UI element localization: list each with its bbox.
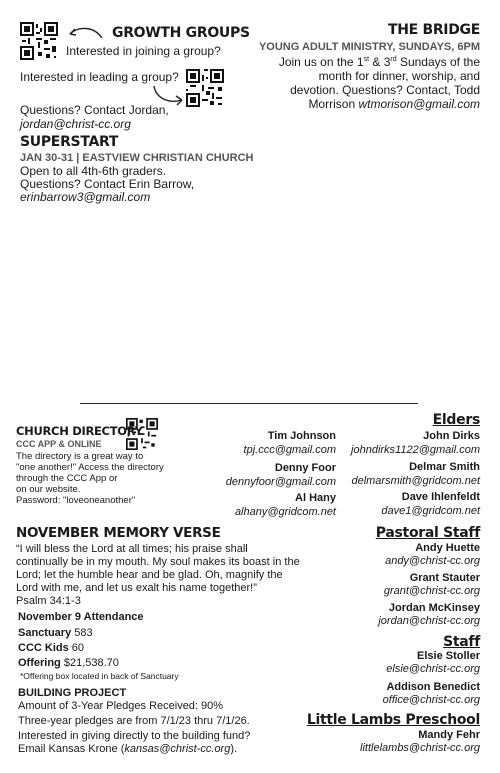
superstart-email[interactable]: erinbarrow3@gmail.com (20, 190, 151, 204)
staff-title: Staff (443, 634, 480, 650)
staff-email[interactable]: elsie@christ-cc.org (386, 663, 480, 675)
pastor-email[interactable]: andy@christ-cc.org (385, 555, 480, 567)
growth-lead-prompt: Interested in leading a group? (20, 70, 179, 84)
bridge-line-3: devotion. Questions? Contact, Todd (290, 83, 480, 97)
bridge-line-4: Morrison wtmorison@gmail.com (308, 97, 480, 111)
bridge-email[interactable]: wtmorison@gmail.com (358, 97, 480, 111)
qr-code-icon (20, 22, 58, 60)
memory-verse-text (16, 543, 300, 608)
elder-name: Dave Ihlenfeldt (401, 491, 480, 503)
directory-line-5: Password: "loveoneanother" (16, 495, 136, 506)
building-line-1: Amount of 3-Year Pledges Received: 90% (18, 700, 224, 712)
building-title: BUILDING PROJECT (18, 687, 127, 699)
staff-email[interactable]: office@christ-cc.org (382, 694, 480, 706)
contact-email[interactable]: dennyfoor@gmail.com (225, 476, 336, 488)
preschool-email[interactable]: littlelambs@christ-cc.org (360, 742, 480, 754)
elders-title: Elders (432, 412, 480, 428)
preschool-contact-name: Mandy Fehr (418, 729, 480, 741)
growth-join-qr-code[interactable] (20, 22, 58, 60)
growth-contact-text: Questions? Contact Jordan, (20, 103, 169, 117)
staff-name: Elsie Stoller (417, 650, 480, 662)
bridge-title: THE BRIDGE (387, 22, 480, 38)
superstart-line-2: Questions? Contact Erin Barrow, (20, 177, 195, 191)
directory-line-4: on our website. (16, 484, 81, 495)
pastor-name: Jordan McKinsey (388, 602, 480, 614)
directory-subtitle: CCC APP & ONLINE (16, 439, 102, 449)
building-line-4: Email Kansas Krone (kansas@christ-cc.org). (18, 743, 238, 755)
elder-name: Delmar Smith (409, 461, 480, 473)
pastor-name: Grant Stauter (409, 572, 480, 584)
preschool-title: Little Lambs Preschool (306, 712, 480, 728)
bridge-text (250, 53, 480, 111)
pastor-email[interactable]: jordan@christ-cc.org (378, 615, 480, 627)
memory-line-2: continually be in my mouth. My soul makes its boast in the (16, 556, 300, 568)
staff-name: Addison Benedict (386, 681, 480, 693)
growth-contact-email[interactable]: jordan@christ-cc.org (20, 117, 131, 131)
bridge-line-1: Join us on the 1st & 3rd Sundays of the (278, 55, 480, 69)
attendance-note: *Offering box located in back of Sanctuary (20, 671, 179, 681)
elder-name: John Dirks (423, 430, 480, 442)
elder-email[interactable]: delmarsmith@gridcom.net (351, 475, 480, 487)
section-divider (80, 403, 418, 404)
bridge-line-2: month for dinner, worship, and (318, 69, 480, 83)
qr-code-icon (186, 69, 224, 107)
growth-groups-title: GROWTH GROUPS (112, 25, 250, 41)
contact-name: Denny Foor (274, 462, 336, 474)
growth-lead-qr-code[interactable] (186, 69, 224, 107)
building-line-2: Three-year pledges are from 7/1/23 thru 7/1/26. (18, 715, 250, 727)
memory-line-4: Lord with me, and let us exalt his name together!” (16, 582, 257, 594)
pastor-name: Andy Huette (415, 542, 480, 554)
superstart-subtitle: JAN 30-31 | EASTVIEW CHRISTIAN CHURCH (20, 152, 254, 164)
attendance-title: November 9 Attendance (18, 611, 144, 623)
pastoral-staff-title: Pastoral Staff (375, 525, 480, 541)
directory-line-2: "one another!" Access the directory (16, 462, 164, 473)
pastor-email[interactable]: grant@christ-cc.org (383, 585, 480, 597)
elder-email[interactable]: johndirks1122@gmail.com (351, 444, 480, 456)
attendance-kids: CCC Kids 60 (18, 642, 85, 654)
directory-title: CHURCH DIRECTORY (16, 424, 143, 438)
growth-join-prompt: Interested in joining a group? (66, 44, 221, 58)
curved-arrow-icon (66, 24, 104, 42)
directory-line-3: through the CCC App or (16, 473, 118, 484)
directory-text (16, 451, 164, 506)
attendance-sanctuary: Sanctuary 583 (18, 627, 93, 639)
memory-verse-title: NOVEMBER MEMORY VERSE (16, 525, 221, 541)
elder-email[interactable]: dave1@gridcom.net (381, 505, 480, 517)
superstart-title: SUPERSTART (20, 134, 119, 150)
building-email[interactable]: kansas@christ-cc.org (124, 743, 231, 755)
contact-email[interactable]: tpj.ccc@gmail.com (243, 444, 336, 456)
memory-line-3: Lord; let the humble hear and be glad. Oh, magnify the (16, 569, 283, 581)
contact-name: Al Hany (295, 492, 336, 504)
attendance-offering: Offering $21,538.70 (18, 657, 119, 669)
bridge-subtitle: YOUNG ADULT MINISTRY, SUNDAYS, 6PM (258, 41, 480, 53)
superstart-line-1: Open to all 4th-6th graders. (20, 164, 167, 178)
building-line-3: Interested in giving directly to the building fund? (18, 730, 251, 742)
contact-email[interactable]: alhany@gridcom.net (234, 506, 336, 518)
directory-line-1: The directory is a great way to (16, 451, 144, 462)
contact-name: Tim Johnson (267, 430, 336, 442)
memory-reference: Psalm 34:1-3 (16, 595, 81, 607)
memory-line-1: “I will bless the Lord at all times; his praise shall (16, 543, 248, 555)
